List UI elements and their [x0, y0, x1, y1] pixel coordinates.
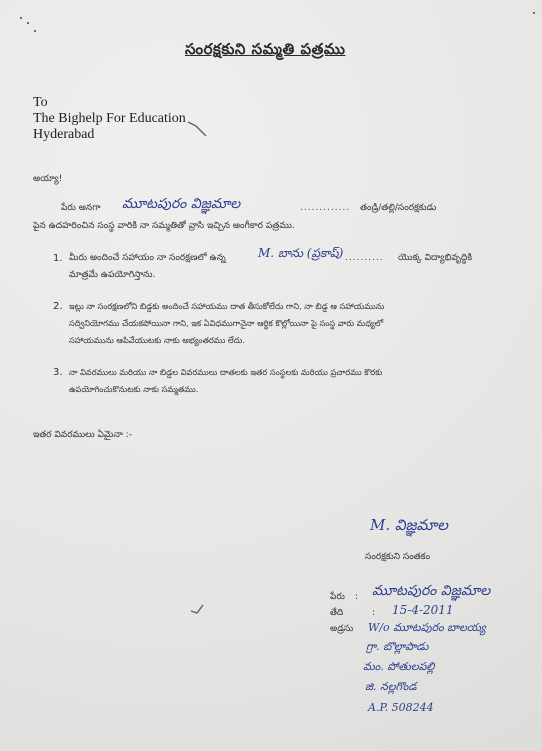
other-details-label: ఇతర వివరములు ఏమైనా :-: [33, 430, 132, 440]
item-1-number: 1.: [53, 253, 63, 264]
intro-prefix: పేరు అనగా: [61, 203, 101, 213]
address-label: అడ్రసు: [330, 624, 354, 634]
address-line-5: A.P. 508244: [368, 701, 434, 714]
item-1-text-a: మీరు అందించే సహాయం నా సంరక్షణలో ఉన్న: [69, 253, 226, 263]
item-1-text-c: మాత్రమే ఉపయోగిస్తాను.: [69, 270, 156, 280]
item-2-line-2: సద్వినియోగము చేయకపోయినా గాని, ఇక ఏవిధముగానైనా ఆర్థిక కొల్లోయినా పై సంస్థ వారు మధ్యలో: [69, 318, 384, 328]
field-date-value-handwritten: 15-4-2011: [392, 603, 454, 617]
address-line-1: W/o మూటపురం బాలయ్య: [368, 621, 486, 634]
item-2-line-3: సహాయమును ఆపివేయుటకు నాకు అభ్యంతరము లేదు.: [69, 335, 245, 345]
item-3-number: 3.: [53, 367, 63, 378]
guardian-name-handwritten: మూటపురం విజ్ఞమాల: [122, 196, 241, 212]
pen-tick-mark: [186, 118, 210, 140]
field-name-separator: :: [355, 592, 359, 602]
address-line-2: గ్రా. బొల్లాపాడు: [366, 640, 429, 653]
intro-statement: పైన ఉదహరించిన సంస్థ వారికి నా సమ్మతితో వ్రాసి ఇచ్చిన అంగీకార పత్రము.: [33, 221, 295, 231]
salutation: అయ్యా!: [33, 174, 63, 184]
item-1-fill-dots: ..........: [345, 253, 384, 263]
item-1-text-b: యొక్క విద్యాభివృద్ధికి: [398, 253, 473, 263]
signature-handwritten: M. విజ్ఞమాల: [370, 516, 448, 534]
child-name-handwritten: M. బాను (ప్రకాష్): [258, 246, 344, 260]
scan-speck: [27, 22, 29, 24]
intro-fill-dots: .............: [300, 203, 351, 213]
recipient-city: Hyderabad: [33, 127, 95, 142]
pen-mark: [189, 603, 205, 617]
address-line-4: జి. నల్లగొండ: [365, 680, 417, 693]
item-3-line-1: నా వివరములు మరియు నా బిడ్డల వివరములు దాతలకు ఇతర సంస్థలకు మరియు ప్రచారము కొరకు: [69, 367, 383, 377]
item-3-line-2: ఉపయోగించుకొనుటకు నాకు సమ్మతము.: [69, 384, 199, 394]
recipient-to: To: [33, 95, 48, 110]
field-name-value-handwritten: మూటపురం విజ్ఞమాల: [372, 583, 491, 599]
signature-label: సంరక్షకుని సంతకం: [365, 552, 431, 562]
field-date-label: తేది: [330, 608, 344, 618]
scan-speck: [20, 17, 22, 19]
document-title: సంరక్షకుని సమ్మతి పత్రము: [185, 40, 346, 58]
item-2-number: 2.: [53, 301, 63, 312]
item-2-line-1: ఇట్లు నా సంరక్షణలోని బిడ్డకు అందించే సహాయము దాత తీసుకోలేదు గాని, నా బిడ్డ ఆ సహాయమును: [69, 301, 385, 311]
field-date-separator: :: [372, 608, 376, 618]
scan-speck: [533, 12, 535, 14]
address-line-3: మం. పోతులపల్లి: [363, 660, 435, 673]
field-name-label: పేరు: [330, 592, 345, 602]
recipient-organization: The Bighelp For Education: [33, 111, 186, 126]
scan-speck: [34, 30, 36, 32]
intro-suffix: తండ్రి/తల్లి/సంరక్షకుడు: [360, 203, 437, 213]
